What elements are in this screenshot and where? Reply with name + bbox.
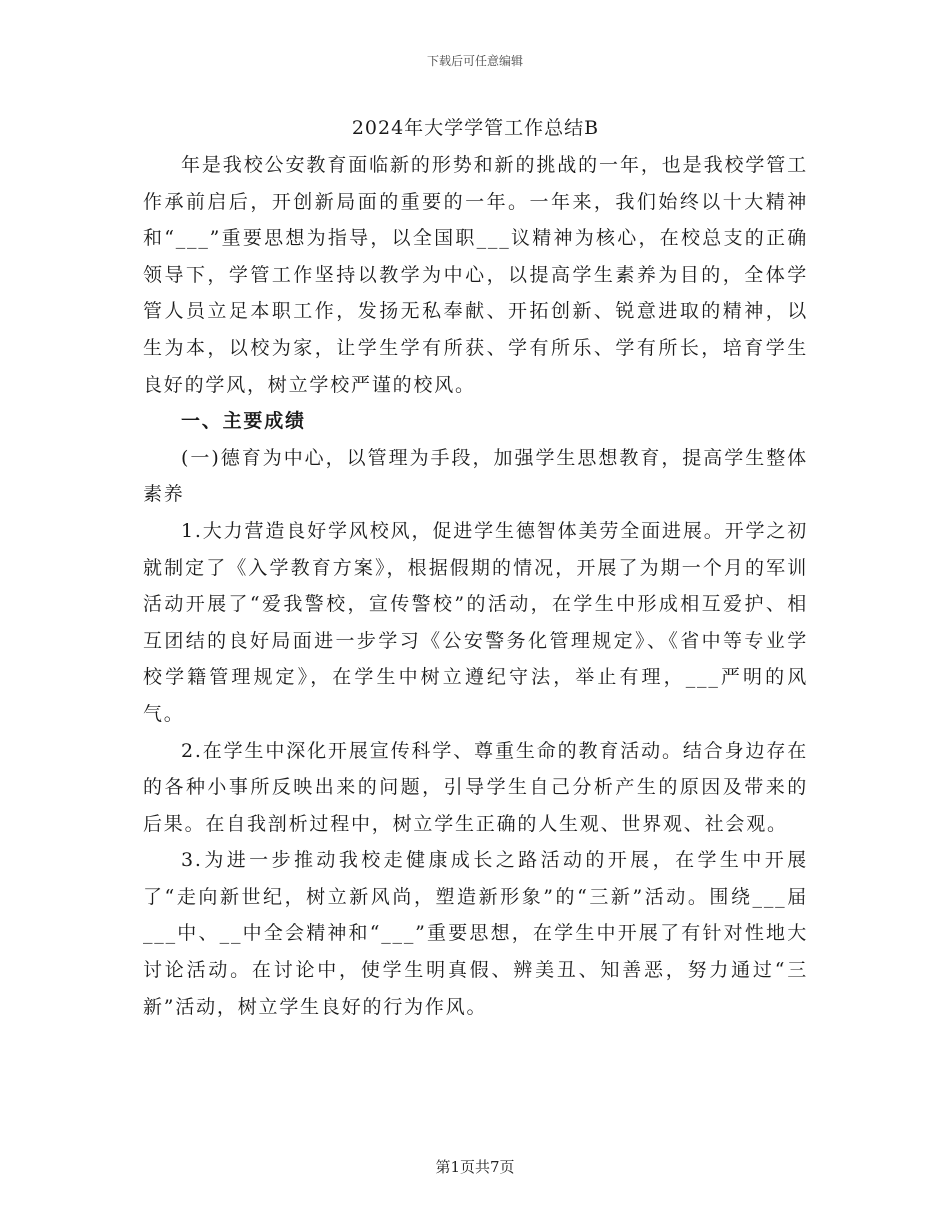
section-heading: 一、主要成绩: [181, 410, 306, 433]
header-note: 下载后可任意编辑: [426, 54, 523, 68]
page-footer: 第1页共7页: [435, 1158, 515, 1176]
item-paragraph-1: 1.大力营造良好学风校风，促进学生德智体美劳全面进展。开学之初就制定了《入学教育方案》，根据假期的情况，开展了为期一个月的军训活动开展了“爱我警校，宣传警校”的活动，在学生中形成相互爱护、相互团结的良好局面进一步学习《公安警务化管理规定》、《省中等专业学校学籍管理规定》，在学生中树立遵纪守法，举止有理，___严明的风气。: [143, 519, 808, 725]
document-title: 2024年大学学管工作总结B: [351, 117, 600, 139]
item-paragraph-3: 3.为进一步推动我校走健康成长之路活动的开展，在学生中开展了“走向新世纪，树立新风尚，塑造新形象”的“三新”活动。围绕___届___中、__中全会精神和“___”重要思想，在学生中开展了有针对性地大讨论活动。在讨论中，使学生明真假、辨美丑、知善恶，努力通过“三新”活动，树立学生良好的行为作风。: [143, 849, 808, 1018]
intro-paragraph: 年是我校公安教育面临新的形势和新的挑战的一年，也是我校学管工作承前启后，开创新局面的重要的一年。一年来，我们始终以十大精神和“___”重要思想为指导，以全国职___议精神为核心，在校总支的正确领导下，学管工作坚持以教学为中心，以提高学生素养为目的，全体学管人员立足本职工作，发扬无私奉献、开拓创新、锐意进取的精神，以生为本，以校为家，让学生学有所获、学有所乐、学有所长，培育学生良好的学风，树立学校严谨的校风。: [143, 154, 808, 396]
document-body: [143, 113, 808, 1025]
subsection-heading: (一)德育为中心，以管理为手段，加强学生思想教育，提高学生整体素养: [143, 446, 808, 506]
item-paragraph-2: 2.在学生中深化开展宣传科学、尊重生命的教育活动。结合身边存在的各种小事所反映出来的问题，引导学生自己分析产生的原因及带来的后果。在自我剖析过程中，树立学生正确的人生观、世界观、社会观。: [143, 739, 808, 835]
